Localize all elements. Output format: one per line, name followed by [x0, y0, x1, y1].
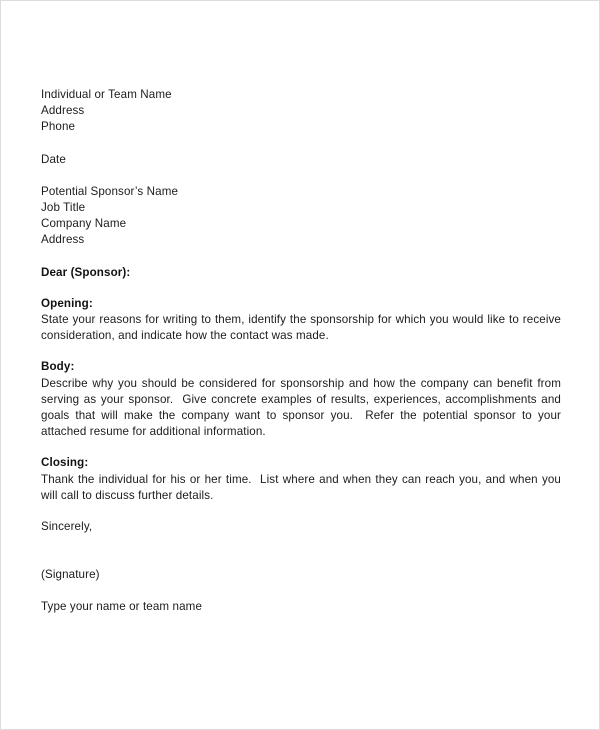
typed-name-block	[41, 599, 561, 615]
recipient-job-title-line: Job Title	[41, 201, 86, 215]
spacer-after-date	[41, 168, 561, 184]
sender-address-block	[41, 87, 561, 136]
section-body-heading: Body:	[41, 360, 75, 374]
spacer-signature-top	[41, 535, 561, 567]
spacer-after-opening	[41, 344, 561, 359]
typed-name-line: Type your name or team name	[41, 600, 203, 614]
recipient-name-line: Potential Sponsor’s Name	[41, 184, 179, 198]
signature-block	[41, 567, 561, 583]
section-opening-heading: Opening:	[41, 296, 93, 310]
sender-address-line: Address	[41, 104, 85, 118]
sign-off-block	[41, 519, 561, 535]
spacer-after-closing	[41, 504, 561, 519]
spacer-after-body	[41, 440, 561, 455]
section-opening-body: State your reasons for writing to them, identify the sponsorship for which you would like to receive consideration, and indicate how the contact was made.	[41, 313, 565, 343]
sign-off-line: Sincerely,	[41, 520, 93, 534]
section-body-body: Describe why you should be considered for sponsorship and how the company can benefit from serving as your sponsor. Give concrete examples of results, experiences, accomplishments and goals that will make the company want to sponsor you. Refer the potential sponsor to your attached resume for additional information.	[41, 376, 565, 439]
spacer-signature-bottom	[41, 583, 561, 599]
salutation-line: Dear (Sponsor):	[41, 265, 131, 279]
date-line: Date	[41, 152, 66, 166]
recipient-address-block	[41, 184, 561, 249]
sender-name-line: Individual or Team Name	[41, 88, 172, 101]
section-closing	[41, 455, 565, 504]
sender-phone-line: Phone	[41, 120, 76, 134]
signature-placeholder-line: (Signature)	[41, 568, 100, 582]
section-body	[41, 359, 565, 440]
recipient-address-line: Address	[41, 233, 85, 247]
spacer-after-sender	[41, 136, 561, 152]
section-closing-heading: Closing:	[41, 456, 89, 470]
salutation-block	[41, 265, 561, 281]
section-opening	[41, 296, 565, 345]
section-closing-body: Thank the individual for his or her time. List where and when they can reach you, and when you will call to discuss further details.	[41, 472, 565, 502]
spacer-after-recipient	[41, 249, 561, 265]
spacer-after-salutation	[41, 281, 561, 296]
recipient-company-line: Company Name	[41, 217, 127, 231]
letter-body	[41, 87, 565, 616]
date-block	[41, 152, 561, 168]
